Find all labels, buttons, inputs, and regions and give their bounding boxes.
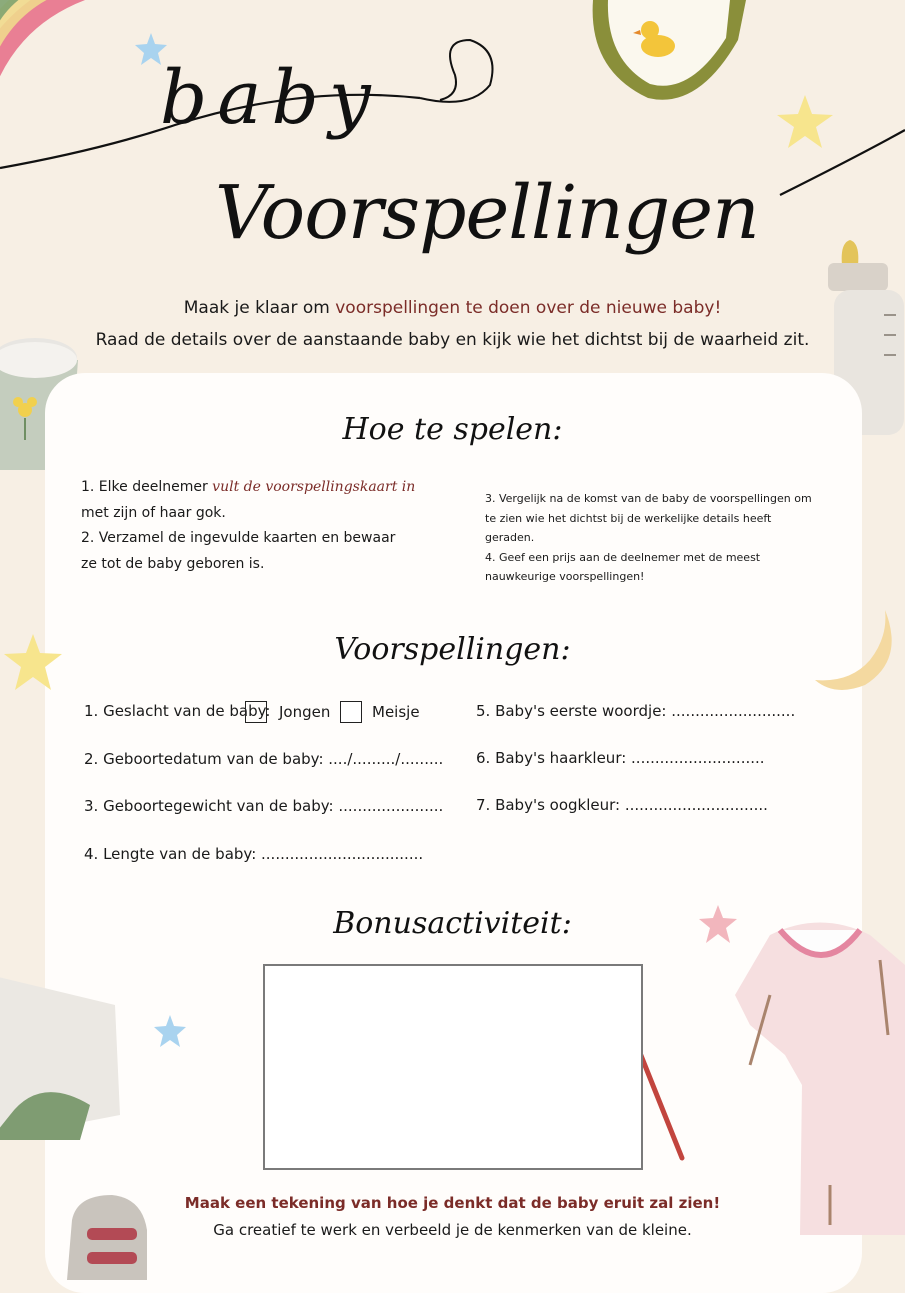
subtitle-accent: voorspellingen te doen over de nieuwe baby! bbox=[335, 298, 722, 318]
question-gender: 1. Geslacht van de baby: bbox=[84, 702, 271, 720]
diaper-icon bbox=[0, 965, 125, 1140]
rule-2-line-2: ze tot de baby geboren is. bbox=[81, 555, 265, 572]
rules-right-column bbox=[485, 489, 830, 587]
checkbox-jongen[interactable] bbox=[245, 701, 267, 723]
subtitle-lead: Maak je klaar om bbox=[183, 298, 336, 318]
question-hair-color[interactable]: 6. Baby's haarkleur: ............................ bbox=[476, 749, 765, 767]
checkbox-meisje[interactable] bbox=[340, 701, 362, 723]
question-length[interactable]: 4. Lengte van de baby: .................................. bbox=[84, 845, 424, 863]
bonus-instruction: Maak een tekening van hoe je denkt dat de baby eruit zal zien! bbox=[184, 1194, 721, 1212]
star-icon bbox=[152, 1013, 188, 1049]
subtitle-line-2: Raad de details over de aanstaande baby en kijk wie het dichtst bij de waarheid zit. bbox=[95, 330, 810, 350]
rule-2-line-1: 2. Verzamel de ingevulde kaarten en bewaar bbox=[81, 530, 396, 546]
question-birthdate[interactable]: 2. Geboortedatum van de baby: ..../........./......... bbox=[84, 750, 444, 768]
option-meisje-label: Meisje bbox=[372, 703, 420, 721]
question-birthweight[interactable]: 3. Geboortegewicht van de baby: ...................... bbox=[84, 797, 444, 815]
bonus-heading: Bonusactiviteit: bbox=[333, 906, 572, 941]
drawing-box[interactable] bbox=[263, 964, 643, 1170]
rule-3-line-1: 3. Vergelijk na de komst van de baby de voorspellingen om bbox=[485, 492, 812, 505]
subtitle-line-1 bbox=[0, 298, 905, 318]
bonus-subtext: Ga creatief te werk en verbeeld je de kenmerken van de kleine. bbox=[213, 1221, 692, 1239]
how-to-play-heading: Hoe te spelen: bbox=[342, 412, 563, 447]
rule-1-tail: met zijn of haar gok. bbox=[81, 504, 226, 521]
predictions-heading: Voorspellingen: bbox=[334, 632, 571, 667]
rule-1 bbox=[81, 475, 441, 501]
rule-4-line-2: nauwkeurige voorspellingen! bbox=[485, 570, 645, 583]
question-first-word[interactable]: 5. Baby's eerste woordje: .......................... bbox=[476, 702, 796, 720]
rule-3-line-2: te zien wie het dichtst bij de werkelijke details heeft bbox=[485, 511, 772, 525]
rule-3-line-3: geraden. bbox=[485, 531, 535, 544]
option-jongen-label: Jongen bbox=[279, 703, 331, 721]
rule-1-accent: vult de voorspellingskaart in bbox=[212, 479, 416, 495]
onesie-icon bbox=[730, 905, 905, 1235]
rules-left-column bbox=[81, 475, 441, 577]
rule-4-line-1: 4. Geef een prijs aan de deelnemer met de meest bbox=[485, 550, 761, 564]
question-eye-color[interactable]: 7. Baby's oogkleur: .............................. bbox=[476, 796, 768, 814]
page-title: Voorspellingen bbox=[215, 170, 759, 256]
baby-script-word: baby bbox=[160, 55, 381, 141]
rule-1-lead: 1. Elke deelnemer bbox=[81, 479, 213, 495]
